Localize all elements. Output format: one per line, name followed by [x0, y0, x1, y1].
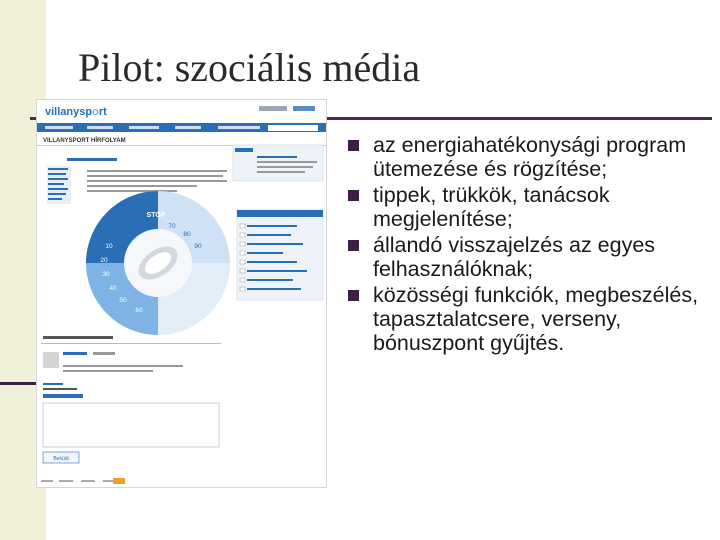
- bullet-text: az energiahatékonysági program ütemezése és rögzítése;: [373, 133, 687, 181]
- site-page-heading: VILLANYSPORT HÍRFOLYAM: [43, 138, 126, 144]
- bullet-marker: [348, 140, 359, 151]
- wheel-stop-label: STOP: [146, 212, 166, 219]
- bullet-item: [348, 233, 708, 281]
- bullet-marker: [348, 240, 359, 251]
- energy-wheel: [86, 191, 230, 335]
- bullet-text: közösségi funkciók, megbeszélés, tapasztalatcsere, verseny, bónuszpont gyűjtés.: [373, 283, 699, 355]
- wheel-number: 60: [135, 307, 143, 314]
- wheel-number: 30: [102, 271, 110, 278]
- bullet-item: [348, 283, 708, 355]
- submit-comment-label: Beküld: [53, 456, 69, 462]
- wheel-number: 40: [109, 285, 117, 292]
- bullet-item: [348, 183, 708, 231]
- bullet-text: tippek, trükkök, tanácsok megjelenítése;: [373, 183, 610, 231]
- wheel-number: 90: [194, 243, 202, 250]
- bullet-item: [348, 133, 708, 181]
- comment-textarea[interactable]: [43, 403, 219, 447]
- wheel-number: 50: [119, 297, 127, 304]
- site-logo: villanysport: [45, 106, 107, 118]
- wheel-number: 10: [105, 243, 113, 250]
- website-screenshot: [37, 100, 326, 487]
- bullet-marker: [348, 290, 359, 301]
- wheel-number: 70: [168, 223, 176, 230]
- wheel-number: 20: [100, 257, 108, 264]
- bullet-list: [348, 133, 708, 357]
- slide-title: Pilot: szociális média: [78, 45, 421, 90]
- bullet-marker: [348, 190, 359, 201]
- bullet-text: állandó visszajelzés az egyes felhasználóknak;: [373, 233, 656, 281]
- wheel-number: 80: [183, 231, 191, 238]
- footer-badge: [113, 478, 125, 484]
